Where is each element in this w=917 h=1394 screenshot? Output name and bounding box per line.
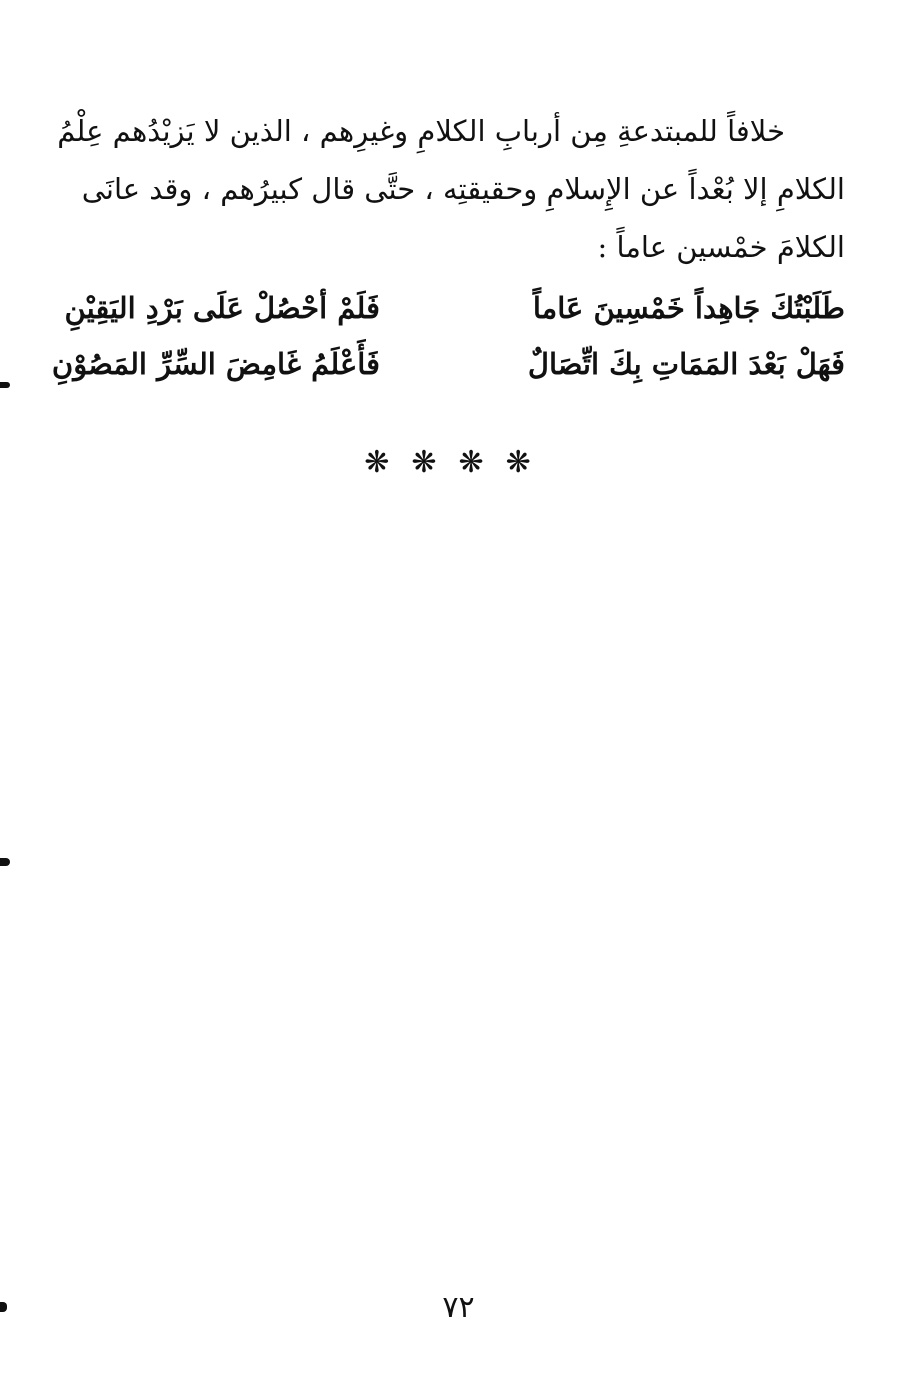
poem-verse-2 (50, 336, 845, 392)
body-paragraph (55, 102, 845, 276)
section-separator-asterisks: ❋❋❋❋ (364, 445, 553, 480)
verse-2-first-hemistich: فَهَلْ بَعْدَ المَمَاتِ بِكَ اتِّصَالٌ (527, 347, 845, 381)
scan-edge-mark (0, 858, 10, 866)
page-number: ٧٢ (442, 1290, 475, 1325)
paragraph-line-1 (55, 102, 845, 160)
paragraph-line-3: الكلامَ خمْسين عاماً : (597, 230, 845, 264)
paragraph-line-2: الكلامِ إلا بُعْداً عن الإِسلامِ وحقيقتِه ، حتَّى قال كبيرُهم ، وقد عانَى (81, 172, 845, 206)
verse-1-first-hemistich: طَلَبْتُكَ جَاهِداً خَمْسِينَ عَاماً (532, 291, 845, 325)
scan-edge-mark (0, 1302, 7, 1312)
poem-block (50, 280, 845, 392)
poem-verse-1 (50, 280, 845, 336)
paragraph-line-1-text: خلافاً للمبتدعةِ مِن أربابِ الكلامِ وغيرِهم ، الذين لا يَزيْدُهم عِلْمُ (57, 114, 785, 148)
scan-edge-mark (0, 382, 10, 388)
verse-2-second-hemistich: فَأَعْلَمُ غَامِضَ السِّرِّ المَصُوْنِ (51, 347, 380, 381)
verse-1-second-hemistich: فَلَمْ أحْصُلْ عَلَى بَرْدِ اليَقِيْنِ (64, 291, 380, 325)
